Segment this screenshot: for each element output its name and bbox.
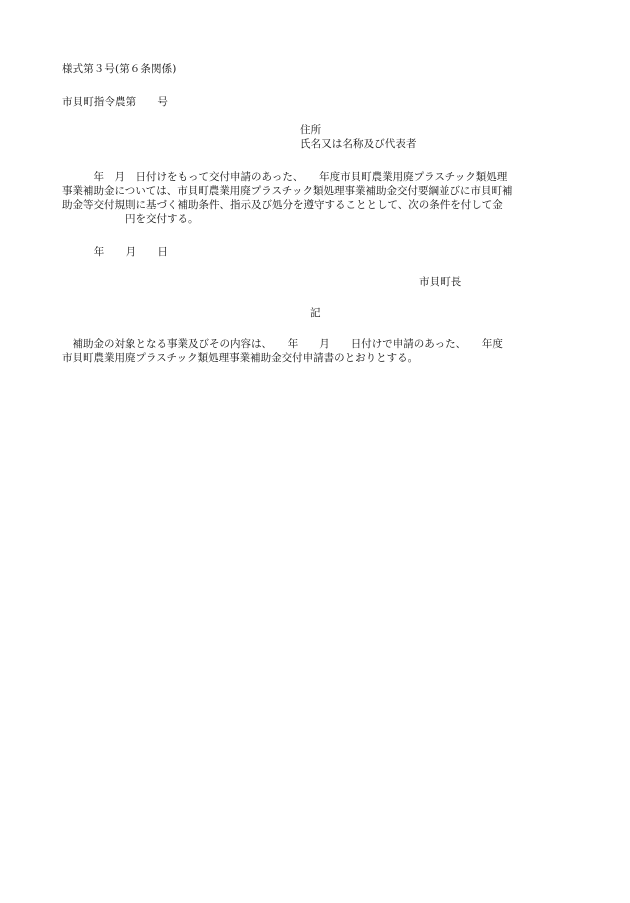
form-title: 様式第３号(第６条関係) xyxy=(62,63,177,75)
recipient-name-label: 氏名又は名称及び代表者 xyxy=(300,138,417,150)
body-line: 年 月 日付けをもって交付申請のあった、 年度市貝町農業用廃プラスチック類処理 xyxy=(62,171,508,183)
body-line: 円を交付する。 xyxy=(62,213,199,225)
body-line: 助金等交付規則に基づく補助条件、指示及び処分を遵守することとして、次の条件を付して金 xyxy=(62,199,503,211)
document-number: 市貝町指令農第 号 xyxy=(62,96,168,108)
issuer-name: 市貝町長 xyxy=(419,276,462,288)
recipient-address-label: 住所 xyxy=(300,124,322,136)
ki-heading: 記 xyxy=(310,307,321,319)
note-line: 市貝町農業用廃プラスチック類処理事業補助金交付申請書のとおりとする。 xyxy=(62,352,419,364)
body-line: 事業補助金については、市貝町農業用廃プラスチック類処理事業補助金交付要綱並びに市貝町補 xyxy=(62,185,513,197)
note-line: 補助金の対象となる事業及びその内容は、 年 月 日付けで申請のあった、 年度 xyxy=(62,338,503,350)
issue-date: 年 月 日 xyxy=(62,246,168,258)
